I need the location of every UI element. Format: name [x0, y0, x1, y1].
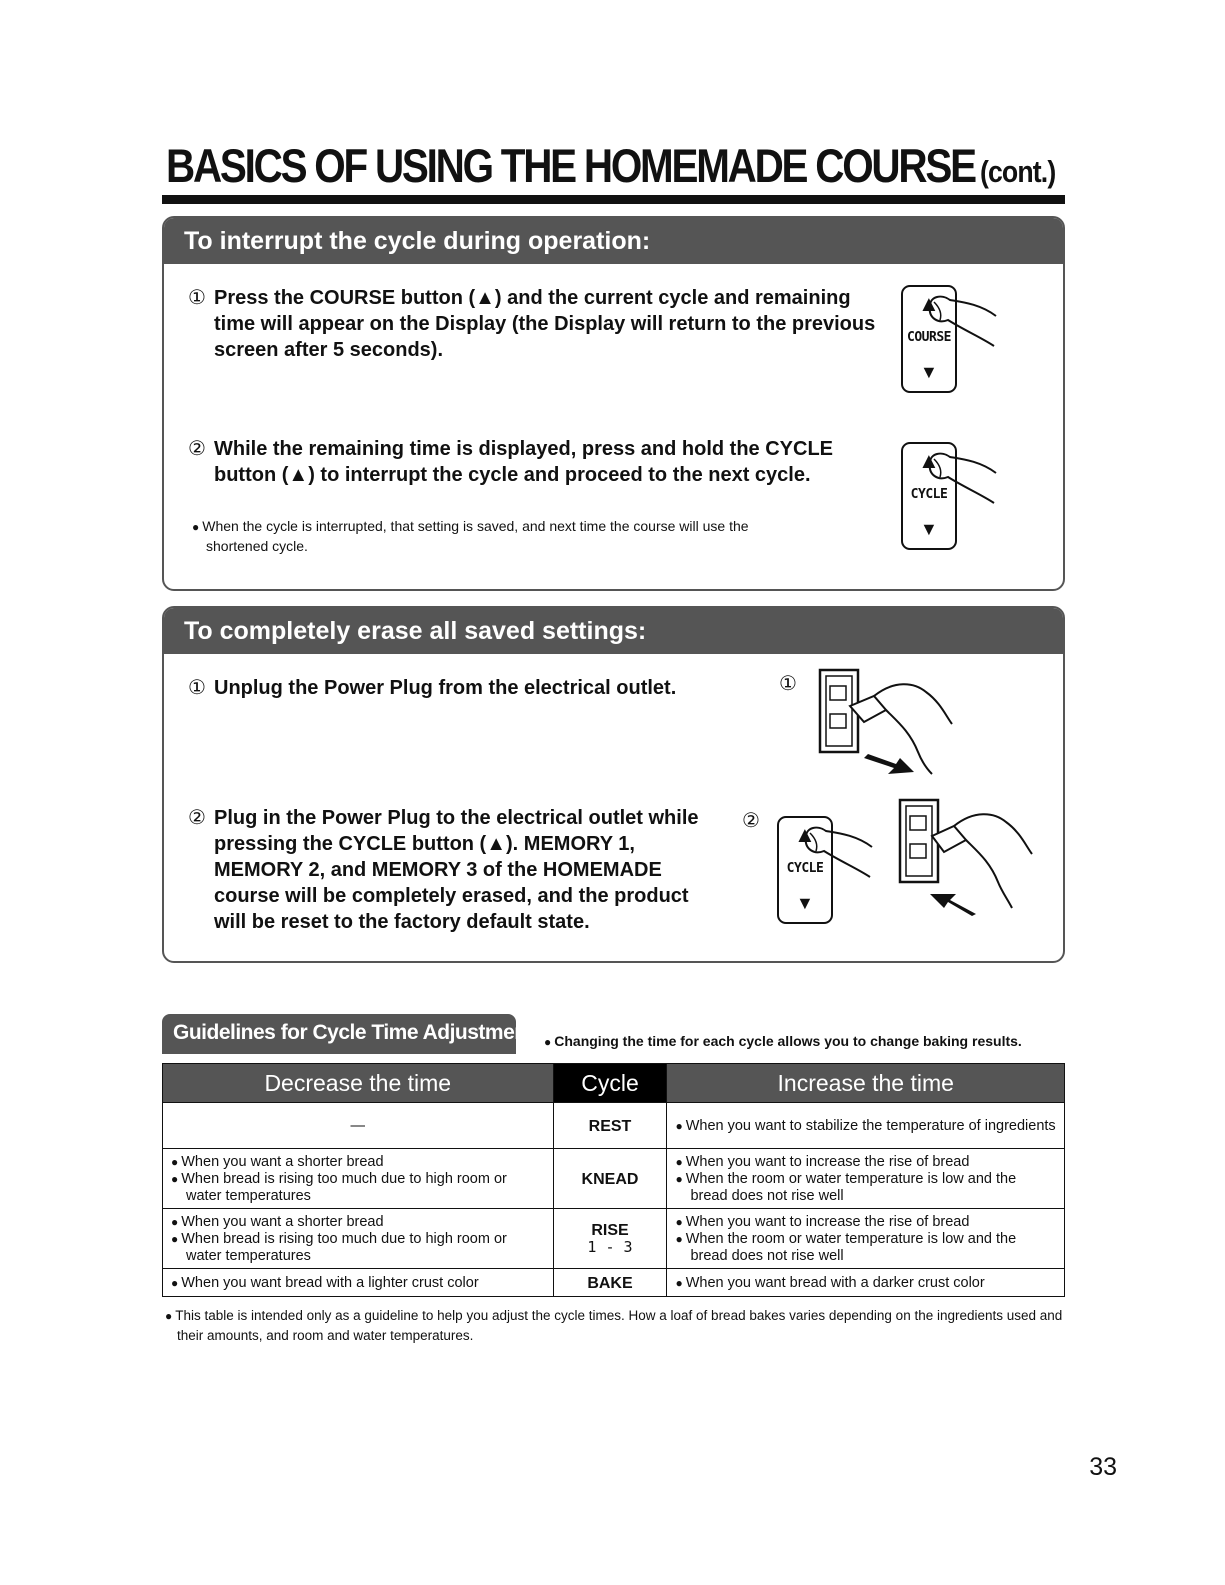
down-arrow-icon: ▼: [920, 362, 938, 382]
bullet-icon: ●: [171, 1154, 179, 1169]
cycle-cell: BAKE: [553, 1269, 667, 1297]
up-arrow-icon: ▲: [794, 822, 816, 847]
step-line: While the remaining time is displayed, press and hold the CYCLE: [214, 438, 834, 460]
finger-press-icon: [924, 290, 1004, 350]
interrupt-step-1: [188, 285, 894, 363]
bullet-icon: ●: [675, 1171, 683, 1186]
step-line: course will be completely erased, and the product: [214, 885, 689, 907]
bullet-icon: ●: [675, 1275, 683, 1290]
guidelines-tab: Guidelines for Cycle Time Adjustment: [162, 1014, 516, 1054]
course-button-label: COURSE: [907, 330, 951, 345]
illustration-number: ②: [742, 810, 760, 832]
bullet-icon: ●: [165, 1309, 173, 1323]
page-title-suffix: (cont.): [979, 154, 1056, 189]
cycle-cell: REST: [553, 1103, 667, 1149]
interrupt-step-2: [188, 436, 894, 488]
cycle-sub: 1 - 3: [587, 1238, 633, 1256]
cycle-name: RISE: [591, 1222, 629, 1239]
table-row: [163, 1269, 1065, 1297]
decrease-header: Decrease the time: [163, 1064, 554, 1103]
down-arrow-icon: ▼: [920, 519, 938, 539]
dash-text: —: [350, 1117, 366, 1134]
bullet-icon: ●: [675, 1118, 683, 1133]
footnote: [165, 1306, 1065, 1345]
page-title: [166, 138, 1055, 193]
note-line: shortened cycle.: [206, 538, 308, 554]
table-row: [163, 1103, 1065, 1149]
table-header-row: [163, 1064, 1065, 1103]
erase-step-1: [188, 675, 774, 701]
cell-text: When you want a shorter bread: [181, 1213, 384, 1230]
cell-text: When the room or water temperature is low and the bread does not rise well: [685, 1170, 1017, 1204]
erase-panel-header: To completely erase all saved settings:: [164, 608, 1063, 654]
step-line: Press the COURSE button (▲) and the current cycle and remaining: [214, 287, 851, 309]
interrupt-panel-header: To interrupt the cycle during operation:: [164, 218, 1063, 264]
page-number: 33: [1089, 1453, 1117, 1481]
increase-cell: [667, 1269, 1065, 1297]
table-row: [163, 1149, 1065, 1209]
up-arrow-icon: ▲: [918, 291, 940, 316]
finger-press-icon: [924, 447, 1004, 507]
step-line: Plug in the Power Plug to the electrical outlet while: [214, 807, 699, 829]
table-row: [163, 1209, 1065, 1269]
increase-cell: [667, 1149, 1065, 1209]
decrease-cell: [163, 1149, 554, 1209]
bullet-icon: ●: [171, 1231, 179, 1246]
cell-text: When bread is rising too much due to high room or water temperatures: [181, 1170, 507, 1204]
cycle-adjustment-table: [162, 1063, 1065, 1297]
down-arrow-icon: ▼: [796, 893, 814, 913]
cell-text: When you want to increase the rise of bread: [685, 1153, 970, 1170]
bullet-icon: ●: [171, 1275, 179, 1290]
decrease-cell: [163, 1209, 554, 1269]
cell-text: When you want bread with a lighter crust color: [181, 1274, 479, 1291]
increase-cell: [667, 1209, 1065, 1269]
cycle-cell: [553, 1209, 667, 1269]
step-number: ①: [188, 287, 206, 309]
note-line: When the cycle is interrupted, that setting is saved, and next time the course will use the: [202, 518, 749, 534]
step-line: Unplug the Power Plug from the electrical outlet.: [214, 677, 677, 699]
finger-press-icon: [800, 821, 880, 881]
cycle-button-label: CYCLE: [910, 487, 948, 502]
cell-text: When bread is rising too much due to high room or water temperatures: [181, 1230, 507, 1264]
cycle-cell: KNEAD: [553, 1149, 667, 1209]
step-line: MEMORY 2, and MEMORY 3 of the HOMEMADE: [214, 859, 662, 881]
erase-panel: [162, 606, 1065, 963]
bullet-icon: ●: [544, 1035, 552, 1049]
illustration-number: ①: [779, 673, 797, 695]
increase-cell: [667, 1103, 1065, 1149]
cycle-header: Cycle: [553, 1064, 667, 1103]
step-number: ②: [188, 807, 206, 829]
bullet-icon: ●: [171, 1214, 179, 1229]
bullet-icon: ●: [171, 1171, 179, 1186]
page-title-main: BASICS OF USING THE HOMEMADE COURSE: [166, 139, 975, 192]
step-line: pressing the CYCLE button (▲). MEMORY 1,: [214, 833, 635, 855]
plug-in-outlet-icon: [894, 796, 1044, 916]
title-rule: [162, 195, 1065, 204]
erase-step-2: [188, 805, 774, 935]
bullet-icon: ●: [675, 1214, 683, 1229]
interrupt-panel: [162, 216, 1065, 591]
step-number: ②: [188, 438, 206, 460]
footnote-text: This table is intended only as a guideline to help you adjust the cycle times. How a loaf of bread bakes varies depending on the ingredients used and their amounts, and room and water temperatures.: [175, 1308, 1063, 1343]
step-line: screen after 5 seconds).: [214, 339, 443, 361]
guidelines-note: [544, 1033, 1022, 1049]
cycle-button-label: CYCLE: [786, 861, 824, 876]
cell-text: When you want bread with a darker crust color: [685, 1274, 985, 1291]
cell-text: When you want a shorter bread: [181, 1153, 384, 1170]
increase-header: Increase the time: [667, 1064, 1065, 1103]
step-line: time will appear on the Display (the Display will return to the previous: [214, 313, 876, 335]
decrease-cell: [163, 1269, 554, 1297]
bullet-icon: ●: [192, 520, 200, 534]
cell-text: When the room or water temperature is low and the bread does not rise well: [685, 1230, 1017, 1264]
up-arrow-icon: ▲: [918, 448, 940, 473]
bullet-icon: ●: [675, 1154, 683, 1169]
cell-text: When you want to stabilize the temperature of ingredients: [685, 1117, 1056, 1134]
step-line: button (▲) to interrupt the cycle and proceed to the next cycle.: [214, 464, 811, 486]
step-line: will be reset to the factory default state.: [214, 911, 590, 933]
bullet-icon: ●: [675, 1231, 683, 1246]
interrupt-note: [192, 517, 872, 556]
unplug-outlet-icon: [814, 666, 964, 776]
decrease-cell: [163, 1103, 554, 1149]
guidelines-note-text: Changing the time for each cycle allows you to change baking results.: [554, 1033, 1022, 1049]
cell-text: When you want to increase the rise of bread: [685, 1213, 970, 1230]
step-number: ①: [188, 677, 206, 699]
